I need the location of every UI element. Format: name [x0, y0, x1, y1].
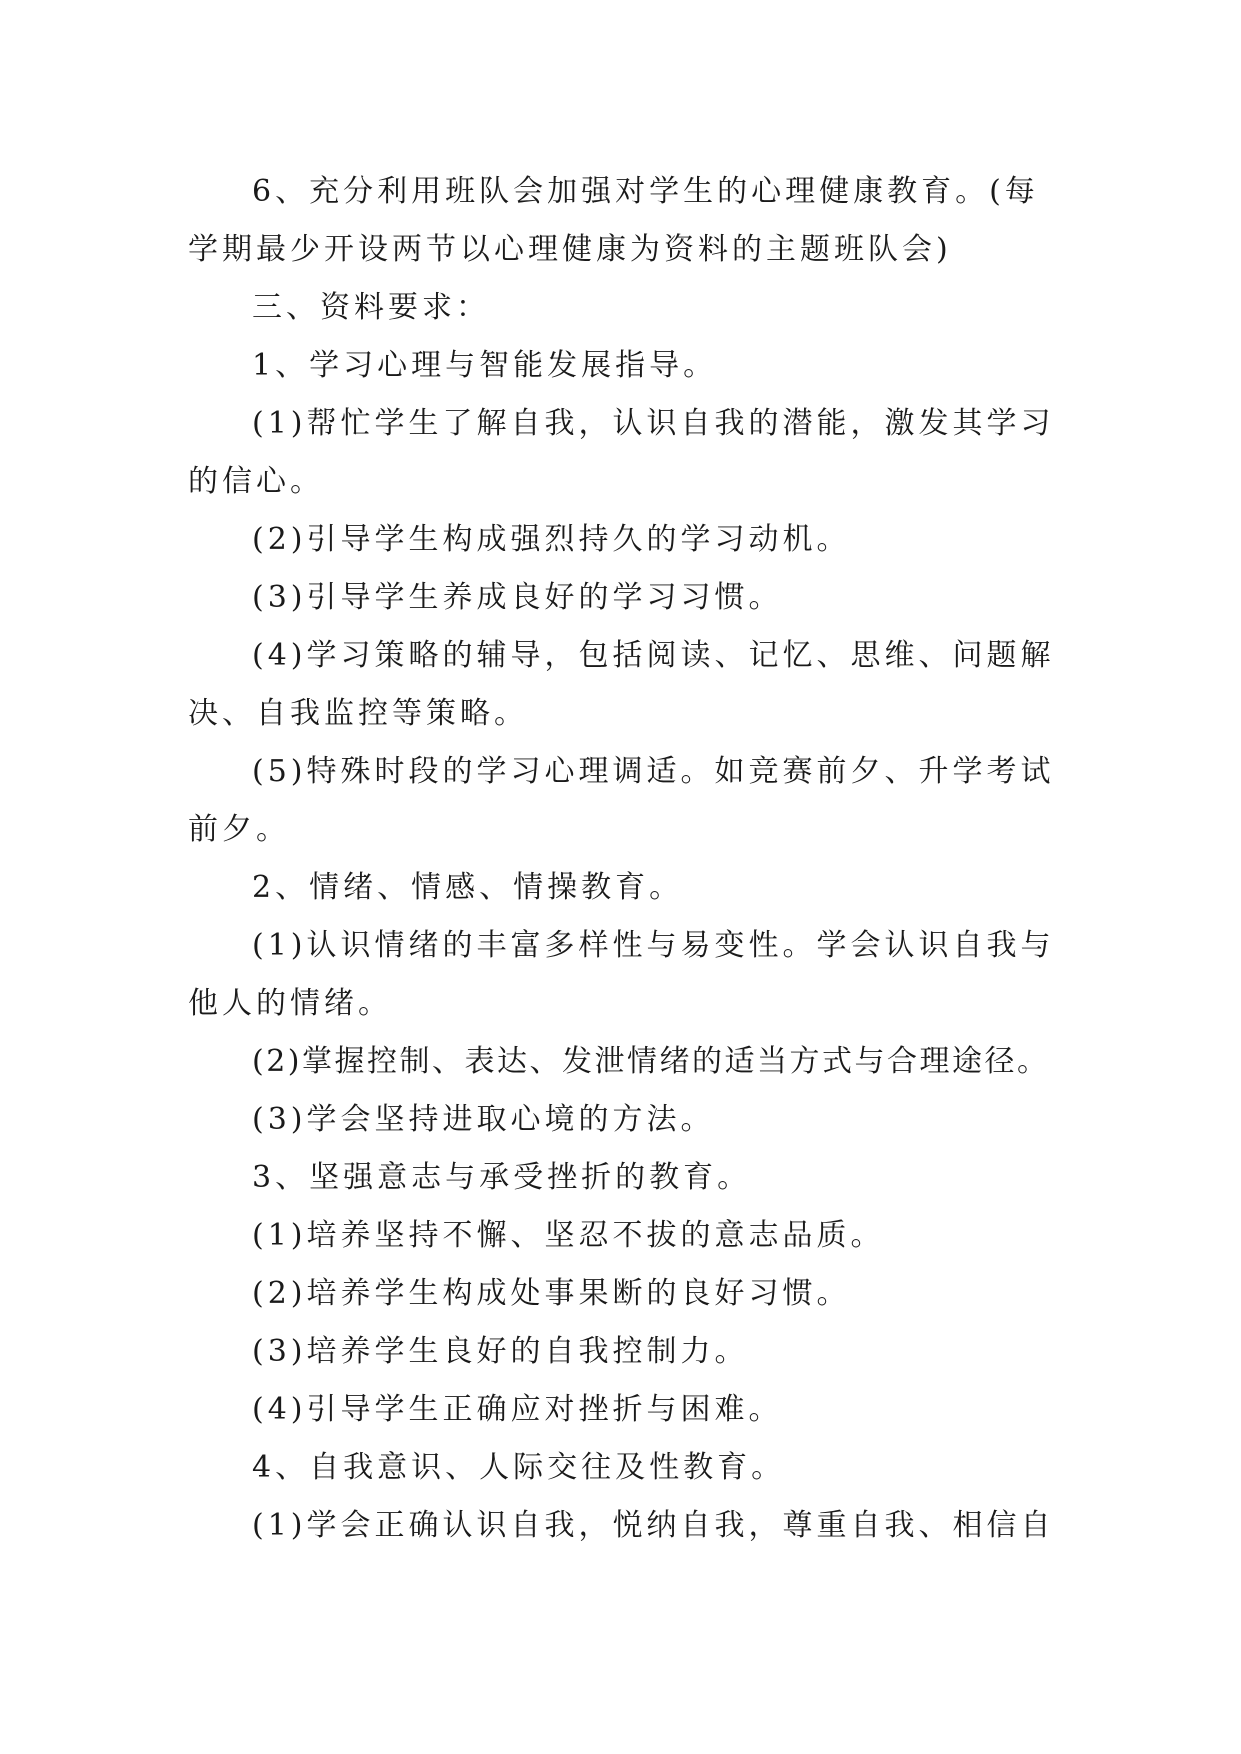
list-item: (1)培养坚持不懈、坚忍不拔的意志品质。 [252, 1218, 885, 1253]
subsection-heading: 2、情绪、情感、情操教育。 [252, 870, 684, 905]
list-item: (5)特殊时段的学习心理调适。如竞赛前夕、升学考试前夕。 [188, 754, 1055, 847]
list-item: (1)帮忙学生了解自我，认识自我的潜能，激发其学习的信心。 [188, 406, 1055, 499]
paragraph: 6、充分利用班队会加强对学生的心理健康教育。(每学期最少开设两节以心理健康为资料的主题班队会) [188, 174, 1039, 267]
list-item: (3)培养学生良好的自我控制力。 [252, 1334, 749, 1369]
list-item: (4)学习策略的辅导，包括阅读、记忆、思维、问题解决、自我监控等策略。 [188, 638, 1055, 731]
list-item: (2)掌握控制、表达、发泄情绪的适当方式与合理途径。 [252, 1044, 1050, 1079]
list-item: (2)引导学生构成强烈持久的学习动机。 [252, 522, 851, 557]
subsection-heading: 1、学习心理与智能发展指导。 [252, 348, 718, 383]
section-heading: 三、资料要求： [252, 290, 490, 325]
list-item: (1)认识情绪的丰富多样性与易变性。学会认识自我与他人的情绪。 [188, 928, 1055, 1021]
subsection-heading: 3、坚强意志与承受挫折的教育。 [252, 1160, 752, 1195]
list-item: (3)引导学生养成良好的学习习惯。 [252, 580, 783, 615]
document-body [188, 163, 1068, 1555]
list-item: (3)学会坚持进取心境的方法。 [252, 1102, 715, 1137]
subsection-heading: 4、自我意识、人际交往及性教育。 [252, 1450, 786, 1485]
list-item: (2)培养学生构成处事果断的良好习惯。 [252, 1276, 851, 1311]
list-item: (4)引导学生正确应对挫折与困难。 [252, 1392, 783, 1427]
list-item: (1)学会正确认识自我，悦纳自我，尊重自我、相信自 [252, 1508, 1055, 1543]
